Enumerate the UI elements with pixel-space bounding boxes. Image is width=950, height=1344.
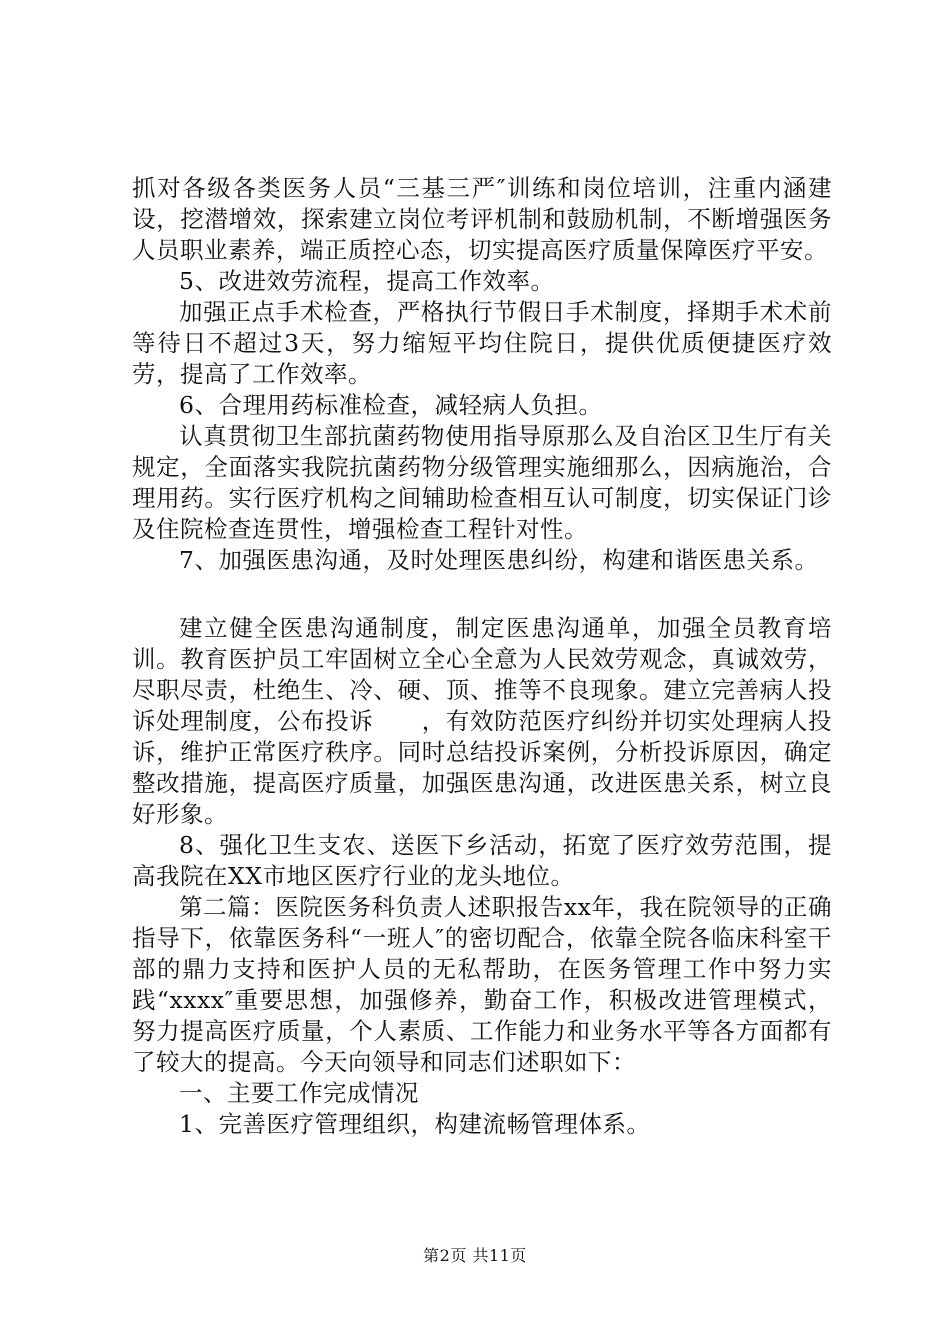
- paragraph-second-part: 第二篇：医院医务科负责人述职报告xx年，我在院领导的正确指导下，依靠医务科“一班人″的密切配合，依靠全院各临床科室干部的鼎力支持和医护人员的无私帮助，在医务管理工作中努力实践“xxxx″重要思想，加强修养，勤奋工作，积极改进管理模式，努力提高医疗质量，个人素质、工作能力和业务水平等各方面都有了较大的提高。今天向领导和同志们述职如下：: [132, 893, 832, 1076]
- heading-item-6: 6、合理用药标准检查，减轻病人负担。: [179, 391, 603, 419]
- paragraph-item-7: 建立健全医患沟通制度，制定医患沟通单，加强全员教育培训。教育医护员工牢固树立全心全意为人民效劳观念，真诚效劳，尽职尽责，杜绝生、冷、硬、顶、推等不良现象。建立完善病人投诉处理制度，公布投诉 ，有效防范医疗纠纷并切实处理病人投诉，维护正常医疗秩序。同时总结投诉案例，分析投诉原因，确定整改措施，提高医疗质量，加强医患沟通，改进医患关系，树立良好形象。: [132, 614, 832, 828]
- heading-item-5: 5、改进效劳流程，提高工作效率。: [179, 267, 555, 295]
- paragraph-item-8: 8、强化卫生支农、送医下乡活动，拓宽了医疗效劳范围，提高我院在XX市地区医疗行业的龙头地位。: [132, 831, 832, 890]
- heading-item-7: 7、加强医患沟通，及时处理医患纠纷，构建和谐医患关系。: [179, 546, 819, 574]
- section-heading-main-work: 一、主要工作完成情况: [179, 1079, 419, 1107]
- paragraph-item-5: 加强正点手术检查，严格执行节假日手术制度，择期手术术前等待日不超过3天，努力缩短平均住院日，提供优质便捷医疗效劳，提高了工作效率。: [132, 298, 832, 388]
- heading-subitem-1: 1、完善医疗管理组织，构建流畅管理体系。: [179, 1110, 651, 1138]
- paragraph-item-6: 认真贯彻卫生部抗菌药物使用指导原那么及自治区卫生厅有关规定，全面落实我院抗菌药物分级管理实施细那么，因病施治，合理用药。实行医疗机构之间辅助检查相互认可制度，切实保证门诊及住院检查连贯性，增强检查工程针对性。: [132, 422, 832, 543]
- paragraph-gap: [132, 576, 832, 613]
- paragraph-continuation: 抓对各级各类医务人员“三基三严″训练和岗位培训，注重内涵建设，挖潜增效，探索建立岗位考评机制和鼓励机制，不断增强医务人员职业素养，端正质控心态，切实提高医疗质量保障医疗平安。: [132, 174, 832, 264]
- document-body: [132, 173, 832, 1140]
- page-number-footer: 第2页 共11页: [423, 1246, 527, 1265]
